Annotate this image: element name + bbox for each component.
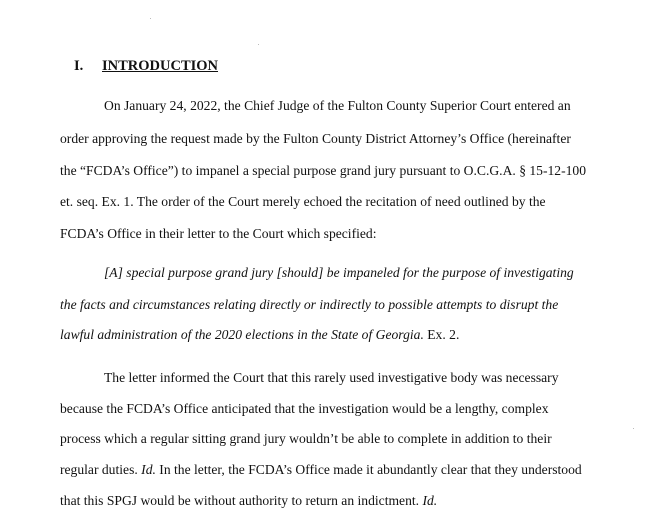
paragraph-1-line-3: the “FCDA’s Office”) to impanel a special purpose grand jury pursuant to O.C.G.A. § 15-12-100: [60, 163, 587, 178]
scan-speck: [633, 428, 634, 429]
quote-line-2: the facts and circumstances relating directly or indirectly to possible attempts to disrupt the: [60, 297, 559, 312]
section-heading: [74, 58, 218, 75]
paragraph-1-line-2: order approving the request made by the Fulton County District Attorney’s Office (hereinafter: [60, 131, 571, 146]
paragraph-2-line-5: [60, 493, 437, 509]
paragraph-2-line-4: [60, 462, 582, 478]
paragraph-2-line-1: The letter informed the Court that this rarely used investigative body was necessary: [104, 370, 559, 385]
scan-speck: [258, 44, 259, 45]
id-citation: Id.: [141, 462, 156, 477]
paragraph-1-line-1: On January 24, 2022, the Chief Judge of the Fulton County Superior Court entered an: [104, 98, 571, 113]
id-citation: Id.: [422, 493, 438, 508]
paragraph-2-line-4-start: regular duties.: [60, 462, 142, 477]
paragraph-2-line-5-start: that this SPGJ would be without authority to return an indictment.: [60, 493, 423, 508]
quote-line-3-italic: lawful administration of the 2020 elections in the State of Georgia.: [60, 327, 424, 342]
section-title: INTRODUCTION: [102, 58, 219, 74]
paragraph-1-line-4: et. seq. Ex. 1. The order of the Court merely echoed the recitation of need outlined by the: [60, 194, 546, 209]
section-number: I.: [74, 58, 84, 74]
scan-speck: [150, 18, 151, 19]
quote-line-1: [A] special purpose grand jury [should] be impaneled for the purpose of investigating: [104, 265, 574, 280]
paragraph-2-line-4-rest: In the letter, the FCDA’s Office made it abundantly clear that they understood: [155, 462, 582, 477]
paragraph-1-line-5: FCDA’s Office in their letter to the Court which specified:: [60, 226, 377, 241]
quote-exhibit-ref: Ex. 2.: [423, 327, 460, 342]
paragraph-2-line-2: because the FCDA’s Office anticipated that the investigation would be a lengthy, complex: [60, 401, 549, 416]
quote-line-3: [60, 327, 459, 343]
paragraph-2-line-3: process which a regular sitting grand jury wouldn’t be able to complete in addition to their: [60, 431, 552, 446]
